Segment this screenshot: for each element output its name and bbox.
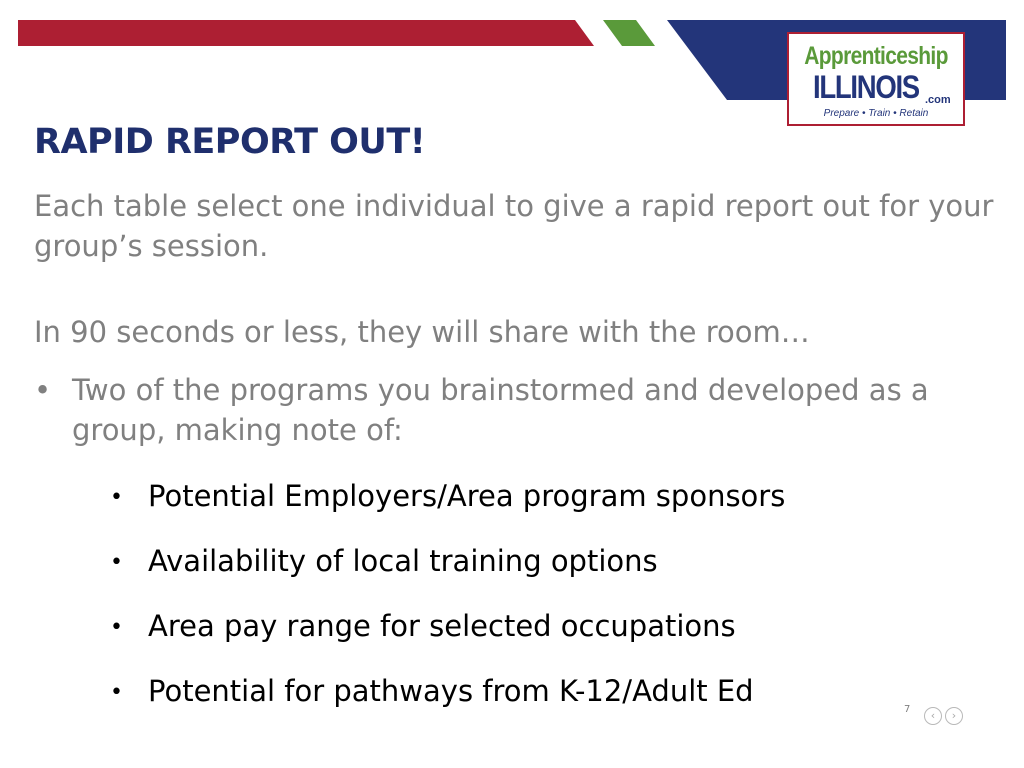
sub-bullet-text: Area pay range for selected occupations	[148, 609, 736, 643]
slide-title: RAPID REPORT OUT!	[34, 122, 426, 162]
chevron-right-icon: ›	[951, 709, 957, 722]
bullet-glyph: •	[34, 373, 52, 407]
logo-wordmark-illinois: ILLINOIS	[813, 69, 919, 105]
sub-bullet	[110, 606, 736, 648]
sub-bullet	[110, 671, 754, 713]
logo-tagline: Prepare • Train • Retain	[823, 108, 929, 119]
bullet-glyph: •	[110, 485, 123, 510]
intro-paragraph: Each table select one individual to give a rapid report out for your group’s session.	[34, 189, 994, 263]
bullet-glyph: •	[110, 615, 123, 640]
main-bullet-text: Two of the programs you brainstormed and developed as a group, making note of:	[72, 373, 929, 447]
sub-bullet-text: Potential Employers/Area program sponsors	[148, 479, 786, 513]
bullet-glyph: •	[110, 680, 123, 705]
chevron-left-icon: ‹	[930, 709, 936, 722]
sub-bullet	[110, 476, 785, 518]
red-stripe	[18, 20, 594, 46]
timing-paragraph: In 90 seconds or less, they will share with the room…	[34, 315, 810, 349]
bullet-glyph: •	[110, 550, 123, 575]
sub-bullet-text: Potential for pathways from K-12/Adult Ed	[148, 674, 754, 708]
green-stripe	[603, 20, 655, 46]
logo-wordmark-illinois-row	[813, 69, 951, 111]
sub-bullet	[110, 541, 658, 583]
logo-wordmark-apprenticeship: Apprenticeship	[804, 42, 948, 70]
prev-slide-button[interactable]	[924, 707, 942, 725]
page-number: 7	[904, 704, 911, 715]
sub-bullet-text: Availability of local training options	[148, 544, 658, 578]
main-bullet	[34, 370, 934, 450]
next-slide-button[interactable]	[945, 707, 963, 725]
logo-wordmark-com: .com	[925, 94, 951, 106]
apprenticeship-illinois-logo	[787, 32, 965, 126]
